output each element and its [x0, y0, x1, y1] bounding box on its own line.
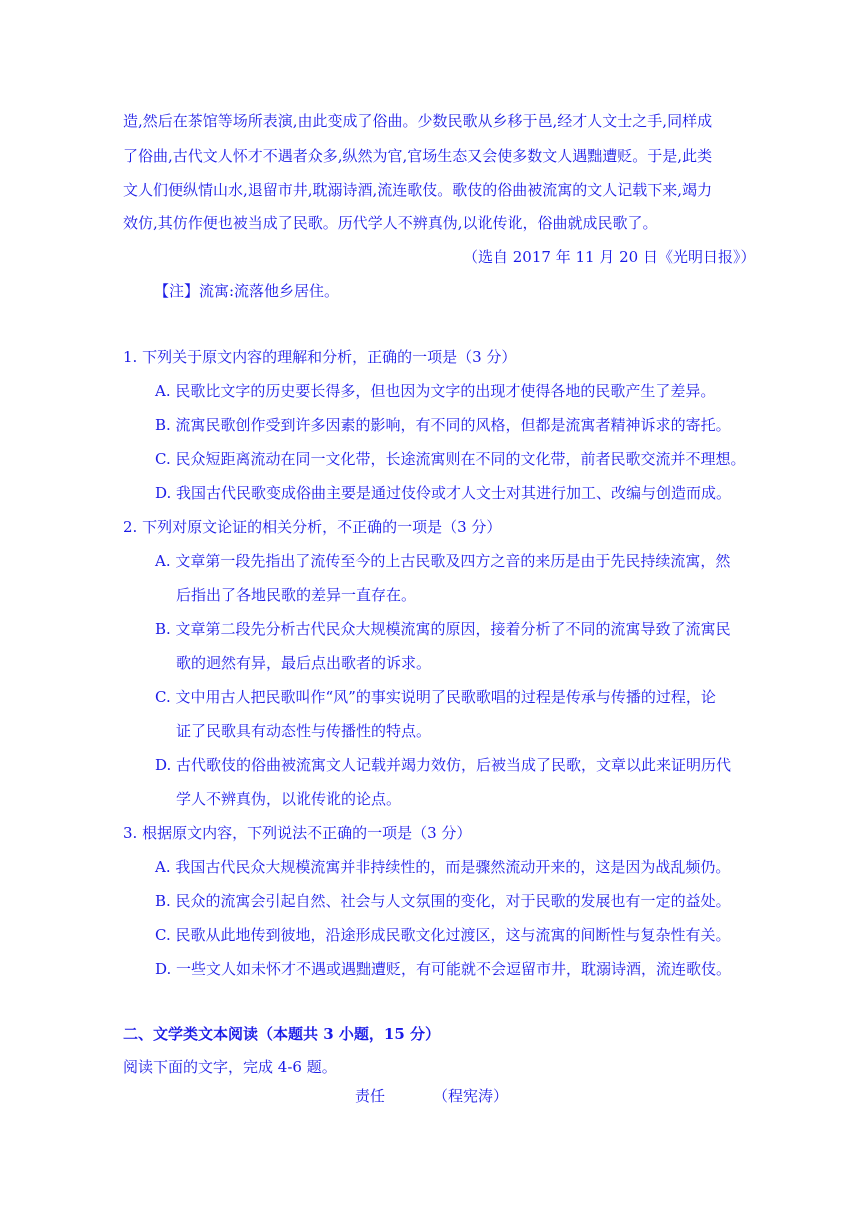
passage-line: 造,然后在茶馆等场所表演,由此变成了俗曲。少数民歌从乡移于邑,经才人文士之手,同样成 [123, 112, 713, 130]
question-option: A. 我国古代民众大规模流寓并非持续性的，而是骤然流动开来的，这是因为战乱频仍。 [155, 858, 731, 876]
footnote: 【注】流寓:流落他乡居住。 [154, 282, 340, 300]
story-title-line [355, 1086, 508, 1106]
question-option: C. 民众短距离流动在同一文化带，长途流寓则在不同的文化带，前者民歌交流并不理想。 [155, 450, 746, 468]
question-option: D. 一些文人如未怀才不遇或遇黜遭贬，有可能就不会逗留市井，耽溺诗酒，流连歌伎。 [155, 960, 732, 978]
passage-line: 文人们便纵情山水,退留市井,耽溺诗酒,流连歌伎。歌伎的俗曲被流寓的文人记载下来,竭力 [123, 181, 713, 199]
question-option: D. 我国古代民歌变成俗曲主要是通过伎伶或才人文士对其进行加工、改编与创造而成。 [155, 484, 732, 502]
passage-line: 了俗曲,古代文人怀才不遇者众多,纵然为官,官场生态又会使多数文人遇黜遭贬。于是,此类 [123, 147, 713, 165]
story-author: （程宪涛） [433, 1087, 509, 1105]
question-option-continued: 歌的迥然有异，最后点出歌者的诉求。 [176, 654, 432, 672]
source-citation: （选自 2017 年 11 月 20 日《光明日报》） [463, 248, 756, 266]
story-title: 责任 [355, 1087, 386, 1105]
section-instruction: 阅读下面的文字，完成 4-6 题。 [123, 1058, 337, 1076]
question-option: B. 民众的流寓会引起自然、社会与人文氛围的变化，对于民歌的发展也有一定的益处。 [155, 892, 731, 910]
question-option-continued: 后指出了各地民歌的差异一直存在。 [176, 586, 417, 604]
question-option: B. 文章第二段先分析古代民众大规模流寓的原因，接着分析了不同的流寓导致了流寓民 [155, 620, 731, 638]
question-stem: 2. 下列对原文论证的相关分析，不正确的一项是（3 分） [123, 518, 502, 536]
question-option: C. 文中用古人把民歌叫作“风”的事实说明了民歌歌唱的过程是传承与传播的过程，论 [155, 688, 716, 706]
question-option-continued: 学人不辨真伪，以讹传讹的论点。 [176, 790, 402, 808]
passage-line: 效仿,其仿作便也被当成了民歌。历代学人不辨真伪,以讹传讹，俗曲就成民歌了。 [123, 214, 658, 232]
question-option: B. 流寓民歌创作受到许多因素的影响，有不同的风格，但都是流寓者精神诉求的寄托。 [155, 416, 731, 434]
question-option: D. 古代歌伎的俗曲被流寓文人记载并竭力效仿，后被当成了民歌，文章以此来证明历代 [155, 756, 732, 774]
section-heading: 二、文学类文本阅读（本题共 3 小题，15 分） [123, 1025, 440, 1043]
question-option: A. 文章第一段先指出了流传至今的上古民歌及四方之音的来历是由于先民持续流寓，然 [155, 552, 731, 570]
question-option-continued: 证了民歌具有动态性与传播性的特点。 [176, 722, 432, 740]
question-stem: 3. 根据原文内容，下列说法不正确的一项是（3 分） [123, 824, 472, 842]
question-stem: 1. 下列关于原文内容的理解和分析，正确的一项是（3 分） [123, 348, 517, 366]
question-option: A. 民歌比文字的历史要长得多，但也因为文字的出现才使得各地的民歌产生了差异。 [155, 382, 716, 400]
question-option: C. 民歌从此地传到彼地，沿途形成民歌文化过渡区，这与流寓的间断性与复杂性有关。 [155, 926, 731, 944]
